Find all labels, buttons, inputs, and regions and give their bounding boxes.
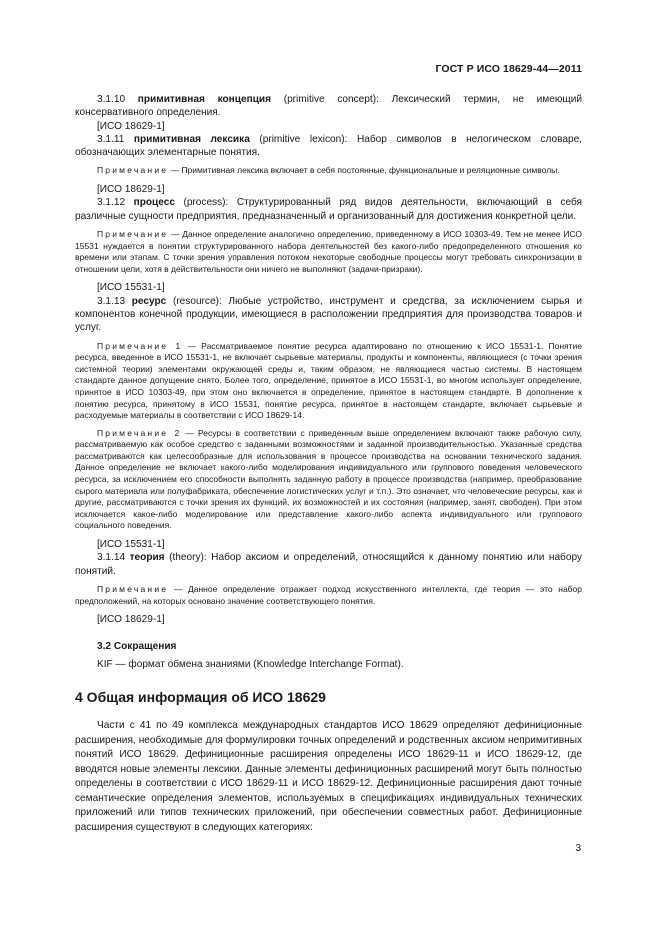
term-3-1-10: 3.1.10 примитивная концепция (primitive concept): Лексический термин, не имеющий консервативного определения. [75, 94, 582, 119]
section-4-heading: 4 Общая информация об ИСО 18629 [75, 689, 326, 705]
term-reference: [ИСО 18629-1] [97, 614, 165, 626]
term-3-1-12: 3.1.12 процесс (process): Структурированный ряд видов деятельности, включающий в себя различные сущности предприятия, предназначенный и организованный для достижения конкретной цели. [75, 197, 582, 222]
term-reference: [ИСО 18629-1] [97, 120, 165, 132]
term-reference: [ИСО 15531-1] [97, 539, 165, 551]
term-note: Примечание — Данное определение отражает подход искусственного интеллекта, где теория — это набор предположений, на которых основано значение соответствующего понятия. [75, 583, 582, 606]
term-note-1: Примечание 1 — Рассматриваемое понятие ресурса адаптировано по отношению к ИСО 15531-1. Понятие ресурса, введенное в ИСО 15531-1, не включает сырьевые материалы, продукты и компоненты, являющиеся (с точки зрения системной теории) элементами окружающей среды и, таким образом, не являющиеся частью системы. В настоящем стандарте данное допущение снято. Более того, определение, принятое в ИСО 15531-1, во многом использует определение, принятое в ИСО 10303-49, при этом оно включается в определение, принятое в настоящем стандарте. В дополнение к понятию ресурса, принятому в ИСО 15531, понятие ресурса, принятое в настоящем стандарте, включает сырьевые и расходуемые материалы в соответствии с ИСО 18629-14. [75, 340, 582, 421]
term-reference: [ИСО 18629-1] [97, 184, 165, 196]
term-name: примитивная концепция [137, 94, 271, 105]
term-3-1-14: 3.1.14 теория (theory): Набор аксиом и определений, относящийся к данному понятию или набору понятий. [75, 552, 582, 577]
page-number: 3 [575, 843, 581, 854]
abbreviation-kif: KIF — формат обмена знаниями (Knowledge Interchange Format). [97, 658, 404, 670]
term-reference: [ИСО 15531-1] [97, 282, 165, 294]
term-name: процесс [133, 197, 175, 209]
term-note-2: Примечание 2 — Ресурсы в соответствии с приведенным выше определением включают также рабочую силу, рассматриваемую как особое средство с заданными возможностями и заданной производительностью. Указанные средства рассматриваются как целесообразные для использования в процессе производства на основании технического задания. Данное определение не включает какого-либо моделирования индивидуального или группового поведения человеческого ресурса, за исключением его способности выполнять заданную работу в процессе производства (например, преобразование сырого материала или полуфабриката, обеспечение логистических услуг и т.п.). Это означает, что человеческие ресурсы, как и другие, рассматриваются с точки зрения их функций, их возможностей и их состояния (например, занят, свободен). При этом исключается какое-либо моделирование или представление какого-либо аспекта индивидуального или группового социального поведения. [75, 427, 582, 531]
page-content [75, 93, 582, 835]
standard-header: ГОСТ Р ИСО 18629-44—2011 [435, 63, 582, 75]
term-name: примитивная лексика [133, 133, 250, 145]
term-3-1-13: 3.1.13 ресурс (resource): Любые устройство, инструмент и средства, за исключением сырья и компонентов конечной продукции, имеющиеся в расположении предприятия для производства товаров и услуг. [75, 295, 582, 334]
term-name: теория [129, 552, 165, 564]
section-3-2-heading: 3.2 Сокращения [97, 641, 177, 653]
term-note: Примечание — Примитивная лексика включает в себя постоянные, функциональные и реляционные символы. [97, 165, 560, 176]
section-4-body: Части с 41 по 49 комплекса международных стандартов ИСО 18629 определяют дефиниционные расширения, необходимые для формулировки точных определений и родственных аксиом непримитивных понятий ИСО 18629. Дефиниционные расширения определены ИСО 18629-11 и ИСО 18629-12, где вводятся новые элементы лексики. Данные элементы дефиниционных расширений могут быть полностью определены в соответствии с ИСО 18629-11 и ИСО 18629-12. Дефиниционные расширения дают точные семантические определения элементов, используемых в спецификациях индивидуальных технических приложений или типов технических приложений, при обеспечении совместных работ. Дефиниционные расширения существуют в следующих категориях: [75, 720, 582, 833]
term-3-1-11: 3.1.11 примитивная лексика (primitive lexicon): Набор символов в нелогическом словаре, обозначающих элементарные понятия. [75, 133, 582, 159]
term-name: ресурс [131, 295, 167, 307]
term-note: Примечание — Данное определение аналогично определению, приведенному в ИСО 10303-49. Тем не менее ИСО 15531 нуждается в понятии структурированного набора деятельностей без какого-либо предопределенного отношения ко времени или этапам. С точки зрения управления потоком некоторые свободные процессы могут требовать синхронизации в отношении цели, хотя в действительности они ничего не выполняют (задачи-призраки). [75, 228, 582, 274]
